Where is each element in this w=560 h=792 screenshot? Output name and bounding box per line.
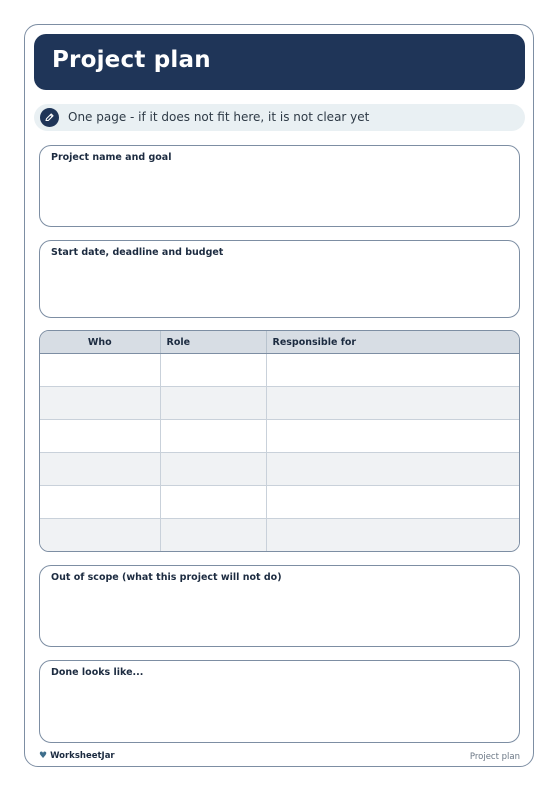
table-cell[interactable] — [266, 453, 519, 486]
table-row — [40, 453, 519, 486]
tip-bar — [34, 104, 525, 131]
roles-table — [39, 330, 520, 552]
footer-page-label: Project plan — [469, 752, 520, 762]
table-cell[interactable] — [40, 420, 160, 453]
column-header-role: Role — [160, 331, 266, 354]
table-cell[interactable] — [266, 519, 519, 552]
out-of-scope-box[interactable] — [39, 565, 520, 647]
table-cell[interactable] — [160, 420, 266, 453]
table-cell[interactable] — [40, 519, 160, 552]
table-cell[interactable] — [40, 387, 160, 420]
table-row — [40, 354, 519, 387]
table-row — [40, 519, 519, 552]
out-of-scope-label: Out of scope (what this project will not do) — [51, 572, 282, 583]
table-cell[interactable] — [160, 453, 266, 486]
done-label: Done looks like... — [51, 667, 144, 678]
table-cell[interactable] — [160, 486, 266, 519]
project-name-label: Project name and goal — [51, 152, 172, 163]
table-cell[interactable] — [160, 354, 266, 387]
table-cell[interactable] — [266, 387, 519, 420]
column-header-responsible: Responsible for — [266, 331, 519, 354]
header-banner — [34, 34, 525, 90]
table-row — [40, 387, 519, 420]
done-box[interactable] — [39, 660, 520, 743]
table-cell[interactable] — [160, 519, 266, 552]
tip-text: One page - if it does not fit here, it is not clear yet — [68, 110, 370, 124]
table-cell[interactable] — [266, 486, 519, 519]
table-row — [40, 420, 519, 453]
table-row — [40, 486, 519, 519]
column-header-who: Who — [40, 331, 160, 354]
dates-budget-box[interactable] — [39, 240, 520, 318]
brand-name: WorksheetJar — [50, 751, 115, 761]
table-cell[interactable] — [160, 387, 266, 420]
table-cell[interactable] — [266, 420, 519, 453]
table-cell[interactable] — [266, 354, 519, 387]
table-cell[interactable] — [40, 486, 160, 519]
page-title: Project plan — [52, 47, 211, 73]
project-name-box[interactable] — [39, 145, 520, 227]
pencil-icon — [40, 108, 59, 127]
table-cell[interactable] — [40, 354, 160, 387]
footer-brand — [39, 751, 115, 761]
dates-budget-label: Start date, deadline and budget — [51, 247, 224, 258]
table-cell[interactable] — [40, 453, 160, 486]
heart-icon: ♥ — [39, 751, 48, 761]
table-header-row — [40, 331, 519, 354]
